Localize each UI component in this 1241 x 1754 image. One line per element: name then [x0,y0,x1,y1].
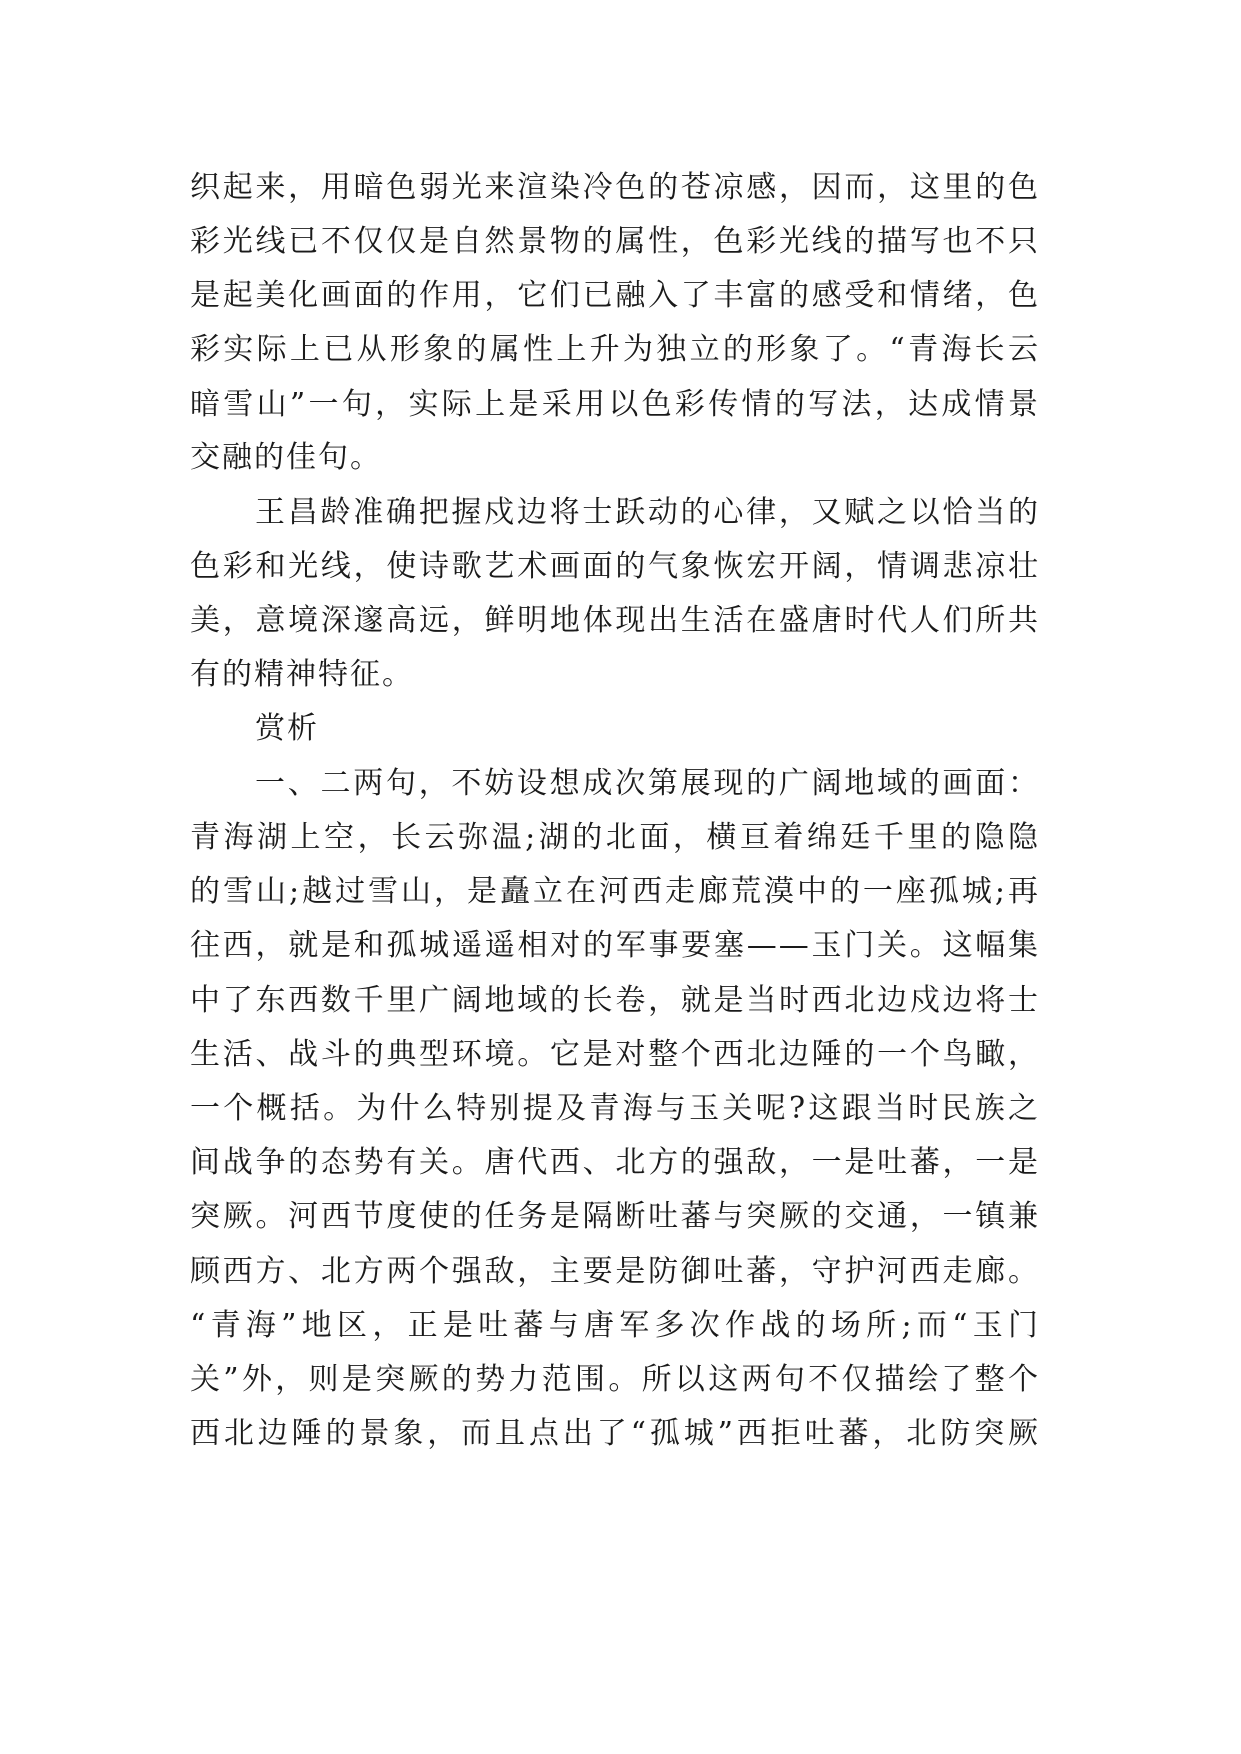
text-line: 织起来，用暗色弱光来渲染冷色的苍凉感，因而，这里的色 [190,170,1040,205]
text-line: 顾西方、北方两个强敌，主要是防御吐蕃，守护河西走廊。 [190,1254,1040,1289]
text-line: 色彩和光线，使诗歌艺术画面的气象恢宏开阔，情调悲凉壮 [190,549,1040,584]
text-line: 青海湖上空，长云弥温;湖的北面，横亘着绵廷千里的隐隐 [190,820,1040,855]
text-line: 间战争的态势有关。唐代西、北方的强敌，一是吐蕃，一是 [190,1145,1040,1180]
text-line: 一个概括。为什么特别提及青海与玉关呢?这跟当时民族之 [190,1091,1040,1126]
text-line: 往西，就是和孤城遥遥相对的军事要塞——玉门关。这幅集 [190,928,1040,963]
text-line: 中了东西数千里广阔地域的长卷，就是当时西北边戍边将士 [190,983,1040,1018]
text-line: 交融的佳句。 [190,440,382,475]
text-line: 突厥。河西节度使的任务是隔断吐蕃与突厥的交通，一镇兼 [190,1199,1040,1234]
section-heading: 赏析 [255,711,319,746]
text-line: 西北边陲的景象，而且点出了“孤城”西拒吐蕃，北防突厥 [190,1416,1040,1451]
text-line: 是起美化画面的作用，它们已融入了丰富的感受和情绪，色 [190,278,1040,313]
text-line: 有的精神特征。 [190,657,414,692]
text-line: 暗雪山”一句，实际上是采用以色彩传情的写法，达成情景 [190,387,1040,422]
paragraph-first-line: 一、二两句，不妨设想成次第展现的广阔地域的画面： [255,766,1040,801]
text-line: 的雪山;越过雪山，是矗立在河西走廊荒漠中的一座孤城;再 [190,874,1040,909]
text-line: 彩光线已不仅仅是自然景物的属性，色彩光线的描写也不只 [190,224,1040,259]
text-line: 彩实际上已从形象的属性上升为独立的形象了。“青海长云 [190,332,1040,367]
text-line: 关”外，则是突厥的势力范围。所以这两句不仅描绘了整个 [190,1362,1040,1397]
text-line: 生活、战斗的典型环境。它是对整个西北边陲的一个鸟瞰， [190,1037,1040,1072]
text-line: 美，意境深邃高远，鲜明地体现出生活在盛唐时代人们所共 [190,603,1040,638]
text-line: “青海”地区，正是吐蕃与唐军多次作战的场所;而“玉门 [190,1308,1040,1343]
paragraph-first-line: 王昌龄准确把握戍边将士跃动的心律，又赋之以恰当的 [255,495,1040,530]
